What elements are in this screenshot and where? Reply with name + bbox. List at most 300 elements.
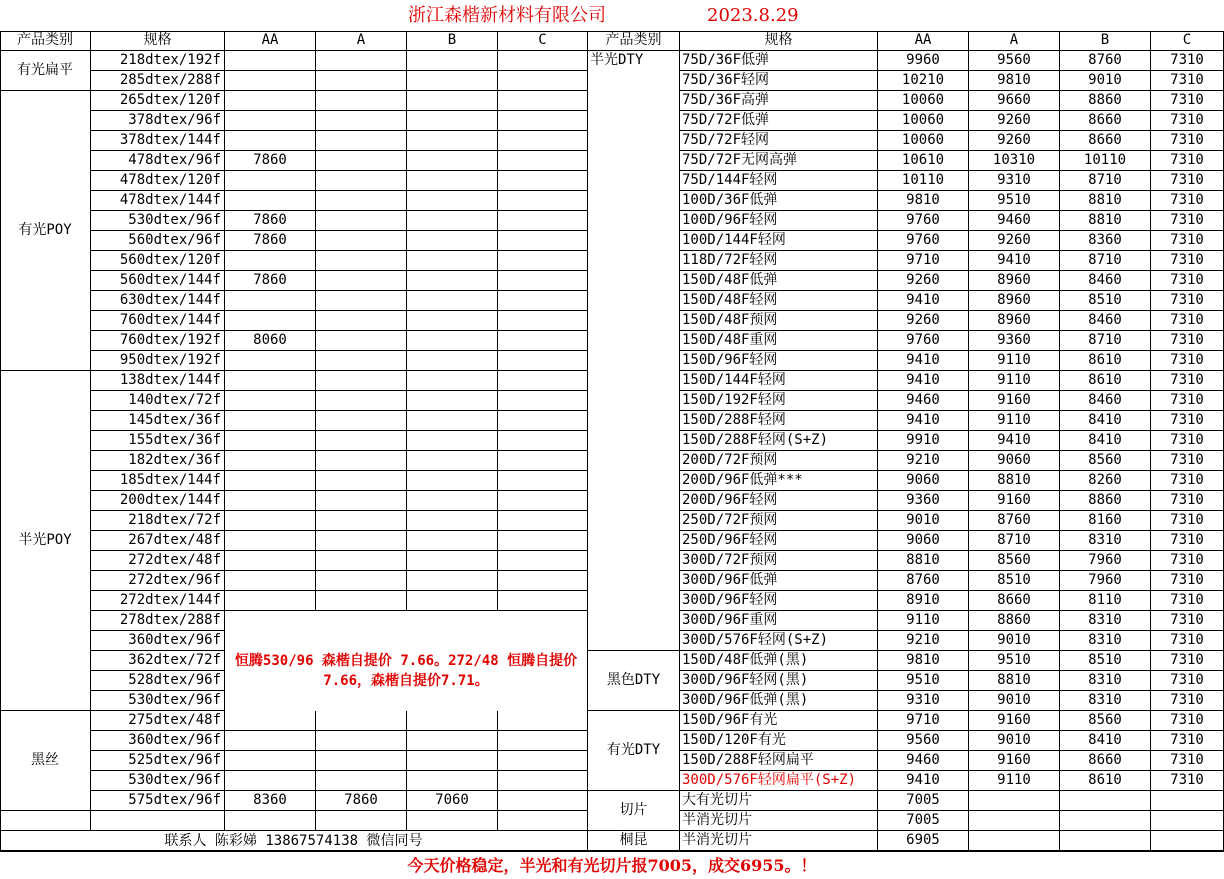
right-spec-cell[interactable]: 300D/96F轻网(黑) [680, 671, 878, 691]
left-price-b[interactable] [407, 371, 498, 391]
right-price-c[interactable]: 7310 [1151, 291, 1224, 311]
right-price-aa[interactable]: 9960 [878, 51, 969, 71]
right-price-aa[interactable]: 9710 [878, 711, 969, 731]
right-price-c[interactable] [1151, 811, 1224, 831]
left-price-a[interactable] [316, 351, 407, 371]
left-price-aa[interactable] [225, 311, 316, 331]
right-price-a[interactable]: 9410 [969, 251, 1060, 271]
left-price-b[interactable] [407, 411, 498, 431]
right-price-c[interactable]: 7310 [1151, 551, 1224, 571]
right-price-aa[interactable]: 9760 [878, 331, 969, 351]
right-price-aa[interactable]: 9410 [878, 291, 969, 311]
right-price-c[interactable] [1151, 791, 1224, 811]
right-price-c[interactable] [1151, 831, 1224, 851]
left-spec-cell[interactable]: 272dtex/144f [91, 591, 225, 611]
right-price-aa[interactable]: 6905 [878, 831, 969, 851]
right-price-b[interactable] [1060, 791, 1151, 811]
left-price-aa[interactable] [225, 291, 316, 311]
right-price-aa[interactable]: 9710 [878, 251, 969, 271]
right-price-b[interactable]: 8410 [1060, 731, 1151, 751]
left-spec-cell[interactable]: 182dtex/36f [91, 451, 225, 471]
right-spec-cell[interactable]: 300D/72F预网 [680, 551, 878, 571]
right-price-b[interactable]: 8610 [1060, 371, 1151, 391]
left-price-a[interactable] [316, 251, 407, 271]
left-price-b[interactable] [407, 731, 498, 751]
left-spec-cell[interactable]: 265dtex/120f [91, 91, 225, 111]
left-price-b[interactable] [407, 531, 498, 551]
left-price-aa[interactable]: 7860 [225, 211, 316, 231]
left-price-a[interactable] [316, 271, 407, 291]
left-price-c[interactable] [498, 331, 588, 351]
right-price-c[interactable]: 7310 [1151, 191, 1224, 211]
right-price-c[interactable]: 7310 [1151, 51, 1224, 71]
left-spec-cell[interactable]: 525dtex/96f [91, 751, 225, 771]
left-price-c[interactable] [498, 311, 588, 331]
left-price-c[interactable] [498, 371, 588, 391]
left-price-c[interactable] [498, 751, 588, 771]
right-price-b[interactable]: 8710 [1060, 171, 1151, 191]
left-price-aa[interactable] [225, 371, 316, 391]
left-price-a[interactable] [316, 171, 407, 191]
right-price-c[interactable]: 7310 [1151, 171, 1224, 191]
left-spec-cell[interactable]: 278dtex/288f [91, 611, 225, 631]
left-price-b[interactable] [407, 451, 498, 471]
right-price-b[interactable]: 7960 [1060, 571, 1151, 591]
right-price-b[interactable]: 8660 [1060, 111, 1151, 131]
left-price-a[interactable] [316, 191, 407, 211]
right-price-a[interactable]: 9510 [969, 191, 1060, 211]
left-price-a[interactable] [316, 551, 407, 571]
right-price-a[interactable] [969, 811, 1060, 831]
left-price-b[interactable] [407, 251, 498, 271]
right-price-a[interactable]: 8660 [969, 591, 1060, 611]
right-price-b[interactable]: 8510 [1060, 651, 1151, 671]
right-price-c[interactable]: 7310 [1151, 371, 1224, 391]
right-price-c[interactable]: 7310 [1151, 451, 1224, 471]
right-price-b[interactable]: 8810 [1060, 211, 1151, 231]
left-price-c[interactable] [498, 171, 588, 191]
right-price-b[interactable]: 9010 [1060, 71, 1151, 91]
left-spec-cell[interactable]: 530dtex/96f [91, 771, 225, 791]
left-price-b[interactable] [407, 311, 498, 331]
left-price-aa[interactable] [225, 811, 316, 831]
right-price-a[interactable]: 9010 [969, 631, 1060, 651]
right-price-aa[interactable]: 10210 [878, 71, 969, 91]
left-price-a[interactable] [316, 511, 407, 531]
right-price-c[interactable]: 7310 [1151, 411, 1224, 431]
left-spec-cell[interactable]: 378dtex/96f [91, 111, 225, 131]
right-price-aa[interactable]: 9510 [878, 671, 969, 691]
left-price-b[interactable] [407, 491, 498, 511]
left-price-c[interactable] [498, 291, 588, 311]
left-price-a[interactable] [316, 211, 407, 231]
left-spec-cell[interactable]: 218dtex/72f [91, 511, 225, 531]
right-price-aa[interactable]: 9310 [878, 691, 969, 711]
left-price-b[interactable] [407, 211, 498, 231]
right-spec-cell[interactable]: 半消光切片 [680, 811, 878, 831]
left-price-aa[interactable] [225, 591, 316, 611]
left-price-c[interactable] [498, 131, 588, 151]
right-spec-cell[interactable]: 300D/96F重网 [680, 611, 878, 631]
left-price-a[interactable] [316, 391, 407, 411]
left-price-c[interactable] [498, 151, 588, 171]
left-spec-cell[interactable]: 267dtex/48f [91, 531, 225, 551]
right-price-a[interactable]: 9160 [969, 391, 1060, 411]
contact-info[interactable]: 联系人 陈彩娣 13867574138 微信同号 [0, 831, 588, 851]
right-price-c[interactable]: 7310 [1151, 711, 1224, 731]
left-price-c[interactable] [498, 51, 588, 71]
right-price-a[interactable]: 9810 [969, 71, 1060, 91]
right-spec-cell[interactable]: 300D/96F低弹(黑) [680, 691, 878, 711]
right-price-aa[interactable]: 8760 [878, 571, 969, 591]
right-price-aa[interactable]: 9360 [878, 491, 969, 511]
left-price-b[interactable] [407, 191, 498, 211]
left-price-c[interactable] [498, 811, 588, 831]
right-price-c[interactable]: 7310 [1151, 751, 1224, 771]
left-price-aa[interactable] [225, 71, 316, 91]
right-spec-cell[interactable]: 150D/48F轻网 [680, 291, 878, 311]
left-price-aa[interactable] [225, 91, 316, 111]
left-spec-cell[interactable]: 185dtex/144f [91, 471, 225, 491]
right-spec-cell[interactable]: 150D/288F轻网 [680, 411, 878, 431]
left-price-b[interactable] [407, 171, 498, 191]
right-price-b[interactable]: 8460 [1060, 391, 1151, 411]
left-price-aa[interactable]: 7860 [225, 151, 316, 171]
right-price-c[interactable]: 7310 [1151, 71, 1224, 91]
left-price-c[interactable] [498, 91, 588, 111]
left-price-aa[interactable] [225, 451, 316, 471]
right-price-b[interactable]: 8160 [1060, 511, 1151, 531]
right-price-b[interactable]: 8810 [1060, 191, 1151, 211]
left-price-c[interactable] [498, 431, 588, 451]
right-spec-cell[interactable]: 75D/36F低弹 [680, 51, 878, 71]
left-price-b[interactable] [407, 111, 498, 131]
left-price-c[interactable] [498, 211, 588, 231]
left-price-c[interactable] [498, 271, 588, 291]
left-spec-cell[interactable]: 560dtex/144f [91, 271, 225, 291]
left-price-aa[interactable]: 8360 [225, 791, 316, 811]
right-spec-cell[interactable]: 75D/72F轻网 [680, 131, 878, 151]
right-spec-cell[interactable]: 300D/576F轻网扁平(S+Z) [680, 771, 878, 791]
right-price-a[interactable]: 9110 [969, 351, 1060, 371]
left-price-b[interactable] [407, 431, 498, 451]
left-price-c[interactable] [498, 731, 588, 751]
right-price-aa[interactable]: 7005 [878, 811, 969, 831]
left-price-aa[interactable]: 7860 [225, 231, 316, 251]
left-price-a[interactable] [316, 451, 407, 471]
right-price-c[interactable]: 7310 [1151, 271, 1224, 291]
right-spec-cell[interactable]: 200D/96F低弹*** [680, 471, 878, 491]
right-price-a[interactable]: 9410 [969, 431, 1060, 451]
right-price-b[interactable]: 8660 [1060, 751, 1151, 771]
right-price-a[interactable]: 9310 [969, 171, 1060, 191]
right-price-b[interactable]: 8860 [1060, 91, 1151, 111]
left-price-b[interactable] [407, 51, 498, 71]
right-price-b[interactable]: 8510 [1060, 291, 1151, 311]
right-price-aa[interactable]: 9210 [878, 451, 969, 471]
right-price-a[interactable]: 9160 [969, 751, 1060, 771]
left-spec-cell[interactable]: 478dtex/96f [91, 151, 225, 171]
right-price-a[interactable]: 9010 [969, 731, 1060, 751]
left-price-b[interactable] [407, 331, 498, 351]
right-price-b[interactable]: 8310 [1060, 611, 1151, 631]
right-price-aa[interactable]: 9460 [878, 751, 969, 771]
right-price-aa[interactable]: 9410 [878, 351, 969, 371]
right-price-c[interactable]: 7310 [1151, 591, 1224, 611]
left-price-c[interactable] [498, 571, 588, 591]
right-price-a[interactable]: 8760 [969, 511, 1060, 531]
right-price-a[interactable]: 9260 [969, 131, 1060, 151]
right-price-b[interactable]: 8310 [1060, 531, 1151, 551]
right-price-c[interactable]: 7310 [1151, 111, 1224, 131]
left-price-b[interactable] [407, 551, 498, 571]
right-price-c[interactable]: 7310 [1151, 471, 1224, 491]
left-spec-cell[interactable]: 560dtex/96f [91, 231, 225, 251]
right-price-c[interactable]: 7310 [1151, 571, 1224, 591]
right-spec-cell[interactable]: 150D/48F低弹(黑) [680, 651, 878, 671]
left-price-b[interactable] [407, 471, 498, 491]
right-price-a[interactable]: 8960 [969, 291, 1060, 311]
left-price-aa[interactable] [225, 351, 316, 371]
right-spec-cell[interactable]: 150D/48F重网 [680, 331, 878, 351]
right-price-a[interactable]: 8510 [969, 571, 1060, 591]
left-price-c[interactable] [498, 591, 588, 611]
left-spec-cell[interactable]: 155dtex/36f [91, 431, 225, 451]
right-price-b[interactable]: 8760 [1060, 51, 1151, 71]
left-price-b[interactable] [407, 571, 498, 591]
right-price-aa[interactable]: 9110 [878, 611, 969, 631]
right-price-aa[interactable]: 9260 [878, 271, 969, 291]
left-price-b[interactable] [407, 811, 498, 831]
left-price-c[interactable] [498, 191, 588, 211]
right-price-aa[interactable]: 9060 [878, 471, 969, 491]
right-price-a[interactable]: 8860 [969, 611, 1060, 631]
right-price-aa[interactable]: 9810 [878, 191, 969, 211]
right-price-a[interactable]: 9010 [969, 691, 1060, 711]
right-spec-cell[interactable]: 150D/144F轻网 [680, 371, 878, 391]
right-category-cell[interactable]: 桐昆 [588, 831, 680, 851]
right-spec-cell[interactable]: 118D/72F轻网 [680, 251, 878, 271]
left-price-b[interactable] [407, 591, 498, 611]
left-spec-cell[interactable]: 275dtex/48f [91, 711, 225, 731]
right-price-aa[interactable]: 9060 [878, 531, 969, 551]
right-price-aa[interactable]: 9260 [878, 311, 969, 331]
right-price-a[interactable]: 9160 [969, 711, 1060, 731]
left-price-aa[interactable] [225, 171, 316, 191]
left-spec-cell[interactable] [91, 811, 225, 831]
left-spec-cell[interactable]: 360dtex/96f [91, 731, 225, 751]
left-price-c[interactable] [498, 391, 588, 411]
right-price-b[interactable]: 8710 [1060, 251, 1151, 271]
right-price-aa[interactable]: 10610 [878, 151, 969, 171]
right-price-a[interactable]: 9460 [969, 211, 1060, 231]
right-price-a[interactable] [969, 791, 1060, 811]
right-price-a[interactable]: 8560 [969, 551, 1060, 571]
left-price-a[interactable] [316, 571, 407, 591]
left-price-aa[interactable] [225, 471, 316, 491]
left-price-b[interactable] [407, 151, 498, 171]
right-price-a[interactable] [969, 831, 1060, 851]
right-price-b[interactable]: 7960 [1060, 551, 1151, 571]
left-category-cell[interactable]: 有光POY [0, 91, 91, 371]
left-price-a[interactable] [316, 131, 407, 151]
right-price-aa[interactable]: 10060 [878, 131, 969, 151]
right-price-c[interactable]: 7310 [1151, 491, 1224, 511]
left-spec-cell[interactable]: 560dtex/120f [91, 251, 225, 271]
right-spec-cell[interactable]: 75D/72F低弹 [680, 111, 878, 131]
left-price-a[interactable] [316, 151, 407, 171]
right-spec-cell[interactable]: 100D/96F轻网 [680, 211, 878, 231]
right-spec-cell[interactable]: 150D/192F轻网 [680, 391, 878, 411]
left-price-a[interactable] [316, 231, 407, 251]
right-price-c[interactable]: 7310 [1151, 211, 1224, 231]
left-price-a[interactable] [316, 331, 407, 351]
left-category-cell[interactable]: 黑丝 [0, 711, 91, 811]
left-spec-cell[interactable]: 138dtex/144f [91, 371, 225, 391]
right-spec-cell[interactable]: 150D/48F低弹 [680, 271, 878, 291]
left-spec-cell[interactable]: 140dtex/72f [91, 391, 225, 411]
left-price-c[interactable] [498, 771, 588, 791]
left-price-a[interactable] [316, 771, 407, 791]
left-spec-cell[interactable]: 200dtex/144f [91, 491, 225, 511]
right-price-a[interactable]: 8710 [969, 531, 1060, 551]
right-category-cell[interactable]: 半光DTY [588, 51, 680, 651]
left-spec-cell[interactable]: 272dtex/48f [91, 551, 225, 571]
left-spec-cell[interactable]: 575dtex/96f [91, 791, 225, 811]
left-price-a[interactable] [316, 471, 407, 491]
right-price-aa[interactable]: 9410 [878, 371, 969, 391]
right-price-c[interactable]: 7310 [1151, 151, 1224, 171]
right-price-b[interactable] [1060, 831, 1151, 851]
left-price-c[interactable] [498, 511, 588, 531]
left-category-cell[interactable]: 半光POY [0, 371, 91, 711]
left-price-aa[interactable] [225, 411, 316, 431]
left-price-b[interactable] [407, 91, 498, 111]
left-price-c[interactable] [498, 791, 588, 811]
right-price-a[interactable]: 8960 [969, 271, 1060, 291]
right-price-b[interactable]: 8560 [1060, 451, 1151, 471]
left-price-aa[interactable] [225, 391, 316, 411]
right-price-b[interactable]: 8260 [1060, 471, 1151, 491]
left-spec-cell[interactable]: 530dtex/96f [91, 211, 225, 231]
left-price-b[interactable] [407, 351, 498, 371]
right-price-b[interactable]: 8110 [1060, 591, 1151, 611]
left-price-a[interactable] [316, 311, 407, 331]
right-price-aa[interactable]: 9410 [878, 771, 969, 791]
left-price-aa[interactable] [225, 191, 316, 211]
left-price-a[interactable] [316, 111, 407, 131]
right-price-c[interactable]: 7310 [1151, 311, 1224, 331]
left-price-a[interactable] [316, 751, 407, 771]
left-price-c[interactable] [498, 551, 588, 571]
right-price-c[interactable]: 7310 [1151, 511, 1224, 531]
left-spec-cell[interactable]: 530dtex/96f [91, 691, 225, 711]
right-price-aa[interactable]: 9910 [878, 431, 969, 451]
right-price-b[interactable]: 8610 [1060, 351, 1151, 371]
right-spec-cell[interactable]: 大有光切片 [680, 791, 878, 811]
right-price-a[interactable]: 9110 [969, 371, 1060, 391]
right-price-aa[interactable]: 9810 [878, 651, 969, 671]
left-price-b[interactable] [407, 391, 498, 411]
right-spec-cell[interactable]: 100D/144F轻网 [680, 231, 878, 251]
right-price-a[interactable]: 9260 [969, 231, 1060, 251]
left-spec-cell[interactable]: 950dtex/192f [91, 351, 225, 371]
right-price-b[interactable]: 8310 [1060, 671, 1151, 691]
right-price-b[interactable] [1060, 811, 1151, 831]
right-price-c[interactable]: 7310 [1151, 531, 1224, 551]
left-price-a[interactable] [316, 811, 407, 831]
left-price-a[interactable] [316, 51, 407, 71]
right-price-aa[interactable]: 10060 [878, 111, 969, 131]
right-price-c[interactable]: 7310 [1151, 691, 1224, 711]
right-spec-cell[interactable]: 75D/36F轻网 [680, 71, 878, 91]
right-price-a[interactable]: 9110 [969, 771, 1060, 791]
left-price-c[interactable] [498, 251, 588, 271]
right-spec-cell[interactable]: 半消光切片 [680, 831, 878, 851]
right-spec-cell[interactable]: 150D/96F轻网 [680, 351, 878, 371]
right-spec-cell[interactable]: 75D/144F轻网 [680, 171, 878, 191]
left-price-c[interactable] [498, 411, 588, 431]
left-price-a[interactable] [316, 531, 407, 551]
left-price-aa[interactable]: 8060 [225, 331, 316, 351]
right-price-b[interactable]: 8310 [1060, 631, 1151, 651]
left-price-aa[interactable] [225, 531, 316, 551]
right-price-a[interactable]: 10310 [969, 151, 1060, 171]
left-price-aa[interactable] [225, 111, 316, 131]
right-spec-cell[interactable]: 200D/72F预网 [680, 451, 878, 471]
left-spec-cell[interactable]: 362dtex/72f [91, 651, 225, 671]
left-spec-cell[interactable]: 630dtex/144f [91, 291, 225, 311]
right-price-b[interactable]: 8860 [1060, 491, 1151, 511]
left-price-a[interactable] [316, 491, 407, 511]
left-price-a[interactable] [316, 71, 407, 91]
left-price-aa[interactable] [225, 571, 316, 591]
left-price-a[interactable] [316, 431, 407, 451]
left-price-a[interactable] [316, 291, 407, 311]
left-price-c[interactable] [498, 71, 588, 91]
left-price-aa[interactable] [225, 771, 316, 791]
left-spec-cell[interactable]: 272dtex/96f [91, 571, 225, 591]
right-price-c[interactable]: 7310 [1151, 611, 1224, 631]
right-spec-cell[interactable]: 150D/120F有光 [680, 731, 878, 751]
right-price-a[interactable]: 9110 [969, 411, 1060, 431]
left-price-c[interactable] [498, 351, 588, 371]
left-price-aa[interactable] [225, 751, 316, 771]
right-spec-cell[interactable]: 150D/48F预网 [680, 311, 878, 331]
right-price-a[interactable]: 9660 [969, 91, 1060, 111]
right-price-c[interactable]: 7310 [1151, 91, 1224, 111]
left-spec-cell[interactable]: 360dtex/96f [91, 631, 225, 651]
left-spec-cell[interactable]: 760dtex/192f [91, 331, 225, 351]
left-price-b[interactable] [407, 131, 498, 151]
right-category-cell[interactable]: 黑色DTY [588, 651, 680, 711]
right-category-cell[interactable]: 有光DTY [588, 711, 680, 791]
right-price-c[interactable]: 7310 [1151, 651, 1224, 671]
right-price-aa[interactable]: 9560 [878, 731, 969, 751]
right-price-aa[interactable]: 9760 [878, 231, 969, 251]
left-price-a[interactable] [316, 591, 407, 611]
left-price-aa[interactable] [225, 51, 316, 71]
right-price-aa[interactable]: 8910 [878, 591, 969, 611]
right-price-a[interactable]: 9160 [969, 491, 1060, 511]
left-category-cell[interactable] [0, 811, 91, 831]
right-spec-cell[interactable]: 150D/288F轻网扁平 [680, 751, 878, 771]
left-price-b[interactable] [407, 751, 498, 771]
right-price-aa[interactable]: 9210 [878, 631, 969, 651]
right-price-a[interactable]: 9260 [969, 111, 1060, 131]
left-spec-cell[interactable]: 528dtex/96f [91, 671, 225, 691]
left-price-aa[interactable] [225, 511, 316, 531]
